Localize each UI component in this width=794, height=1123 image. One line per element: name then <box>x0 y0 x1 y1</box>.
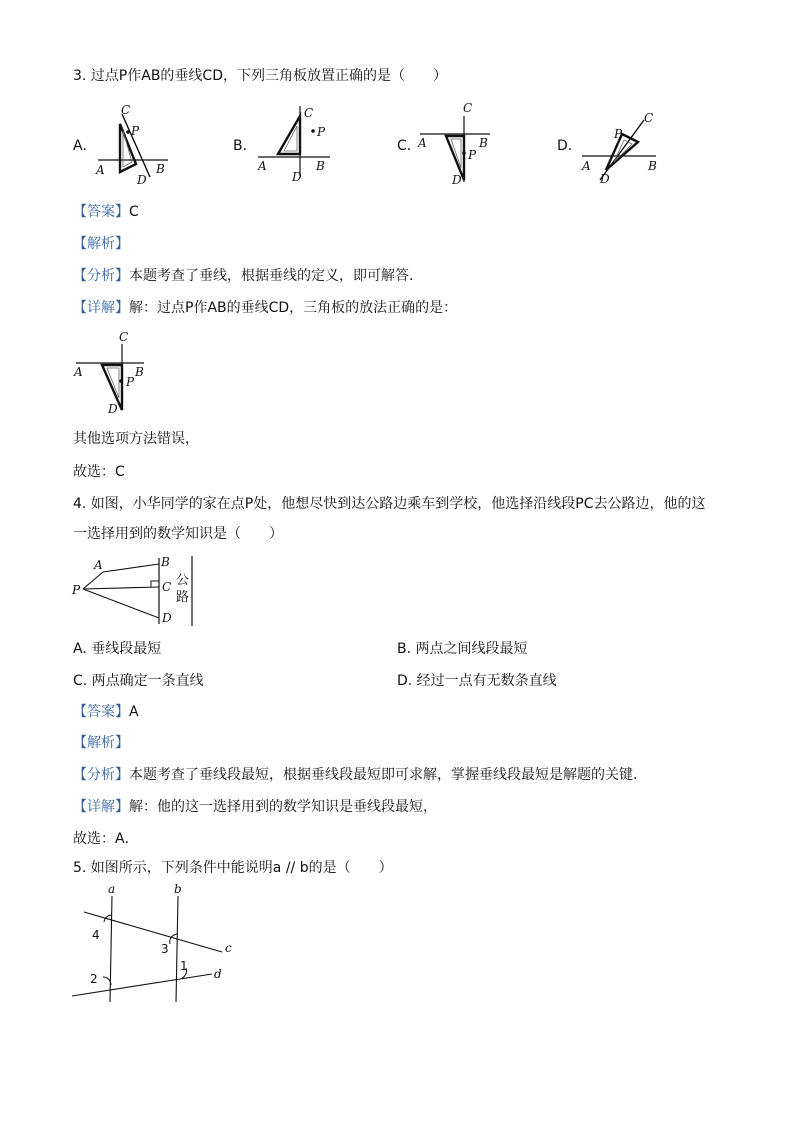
label-D: D <box>162 611 172 625</box>
label-A: A <box>582 159 591 173</box>
detail-tag: 【详解】 <box>73 300 129 316</box>
q4-choose: 故选：A． <box>73 831 139 847</box>
q3-figure-c <box>414 98 494 186</box>
label-D: D <box>137 173 147 184</box>
label-P: P <box>126 375 135 389</box>
q4-stem-line2: 一选择用到的数学知识是（ ） <box>73 526 283 542</box>
label-A: A <box>418 136 427 150</box>
q3-figure-a <box>92 102 172 184</box>
q3-choose: 故选：C <box>73 464 125 480</box>
label-b: b <box>174 882 182 896</box>
label-P: P <box>72 583 81 597</box>
q4-option-a[interactable]: A. 垂线段最短 <box>73 641 162 657</box>
q3-detail <box>73 298 457 318</box>
road-label: 公路 <box>176 573 190 605</box>
label-P: P <box>317 125 326 139</box>
label-B: B <box>161 555 170 569</box>
q3-other: 其他选项方法错误， <box>73 431 199 447</box>
detail-text: 解：过点P作AB的垂线CD，三角板的放法正确的是： <box>129 300 458 316</box>
jiexi-tag: 【解析】 <box>73 236 129 252</box>
answer-value: C <box>129 204 139 220</box>
label-C: C <box>644 111 654 125</box>
q3-figure-d <box>578 104 668 186</box>
answer-value: A <box>129 704 139 720</box>
q3-option-b-label[interactable]: B. <box>233 138 248 154</box>
label-D: D <box>452 173 462 186</box>
label-A: A <box>94 558 103 572</box>
q3-option-c-label[interactable]: C. <box>397 138 412 154</box>
label-P: P <box>131 124 140 138</box>
label-C: C <box>304 106 314 120</box>
label-D: D <box>600 172 610 186</box>
q3-option-d-label[interactable]: D. <box>557 138 573 154</box>
q3-analysis <box>73 266 423 286</box>
label-d: d <box>214 967 222 981</box>
q4-analysis <box>73 765 647 785</box>
label-A: A <box>96 163 105 177</box>
label-B: B <box>156 162 165 176</box>
label-D: D <box>292 170 302 184</box>
q4-option-c[interactable]: C. 两点确定一条直线 <box>73 673 204 689</box>
label-3: 3 <box>161 942 169 956</box>
q3-figure-b <box>254 102 334 184</box>
label-A: A <box>258 159 267 173</box>
label-B: B <box>135 365 144 379</box>
q3-solution-figure <box>70 326 150 418</box>
analysis-tag: 【分析】 <box>73 268 129 284</box>
label-2: 2 <box>90 972 98 986</box>
q5-stem: 5. 如图所示，下列条件中能说明a // b的是（ ） <box>73 860 393 876</box>
analysis-tag: 【分析】 <box>73 767 129 783</box>
q4-answer <box>73 702 139 722</box>
label-D: D <box>108 402 118 416</box>
label-B: B <box>648 159 657 173</box>
label-a: a <box>108 882 116 896</box>
detail-text: 解：他的这一选择用到的数学知识是垂线段最短， <box>129 799 437 815</box>
answer-tag: 【答案】 <box>73 704 129 720</box>
label-c: c <box>225 941 232 955</box>
jiexi-tag: 【解析】 <box>73 735 129 751</box>
label-1: 1 <box>180 959 188 973</box>
answer-tag: 【答案】 <box>73 204 129 220</box>
q4-jiexi <box>73 733 129 753</box>
q4-detail <box>73 797 437 817</box>
label-C: C <box>119 330 129 344</box>
q4-option-d[interactable]: D. 经过一点有无数条直线 <box>397 673 557 689</box>
analysis-text: 本题考查了垂线段最短，根据垂线段最短即可求解，掌握垂线段最短是解题的关键． <box>129 767 647 783</box>
label-A: A <box>74 365 83 379</box>
q3-answer <box>73 202 139 222</box>
label-C: C <box>162 580 172 594</box>
q5-figure <box>68 882 238 1008</box>
q4-stem-line1: 4. 如图，小华同学的家在点P处，他想尽快到达公路边乘车到学校，他选择沿线段PC去公路边，他的这 <box>73 496 706 512</box>
label-P: P <box>468 148 477 162</box>
label-B: B <box>316 159 325 173</box>
q3-stem: 3. 过点P作AB的垂线CD，下列三角板放置正确的是（ ） <box>73 68 447 84</box>
q4-option-b[interactable]: B. 两点之间线段最短 <box>397 641 528 657</box>
label-C: C <box>121 103 131 117</box>
q3-jiexi <box>73 234 129 254</box>
detail-tag: 【详解】 <box>73 799 129 815</box>
label-P: P <box>614 127 623 141</box>
label-B: B <box>479 136 488 150</box>
q3-option-a-label[interactable]: A. <box>73 138 87 154</box>
analysis-text: 本题考查了垂线，根据垂线的定义，即可解答． <box>129 268 423 284</box>
label-4: 4 <box>92 928 100 942</box>
label-C: C <box>463 101 473 115</box>
